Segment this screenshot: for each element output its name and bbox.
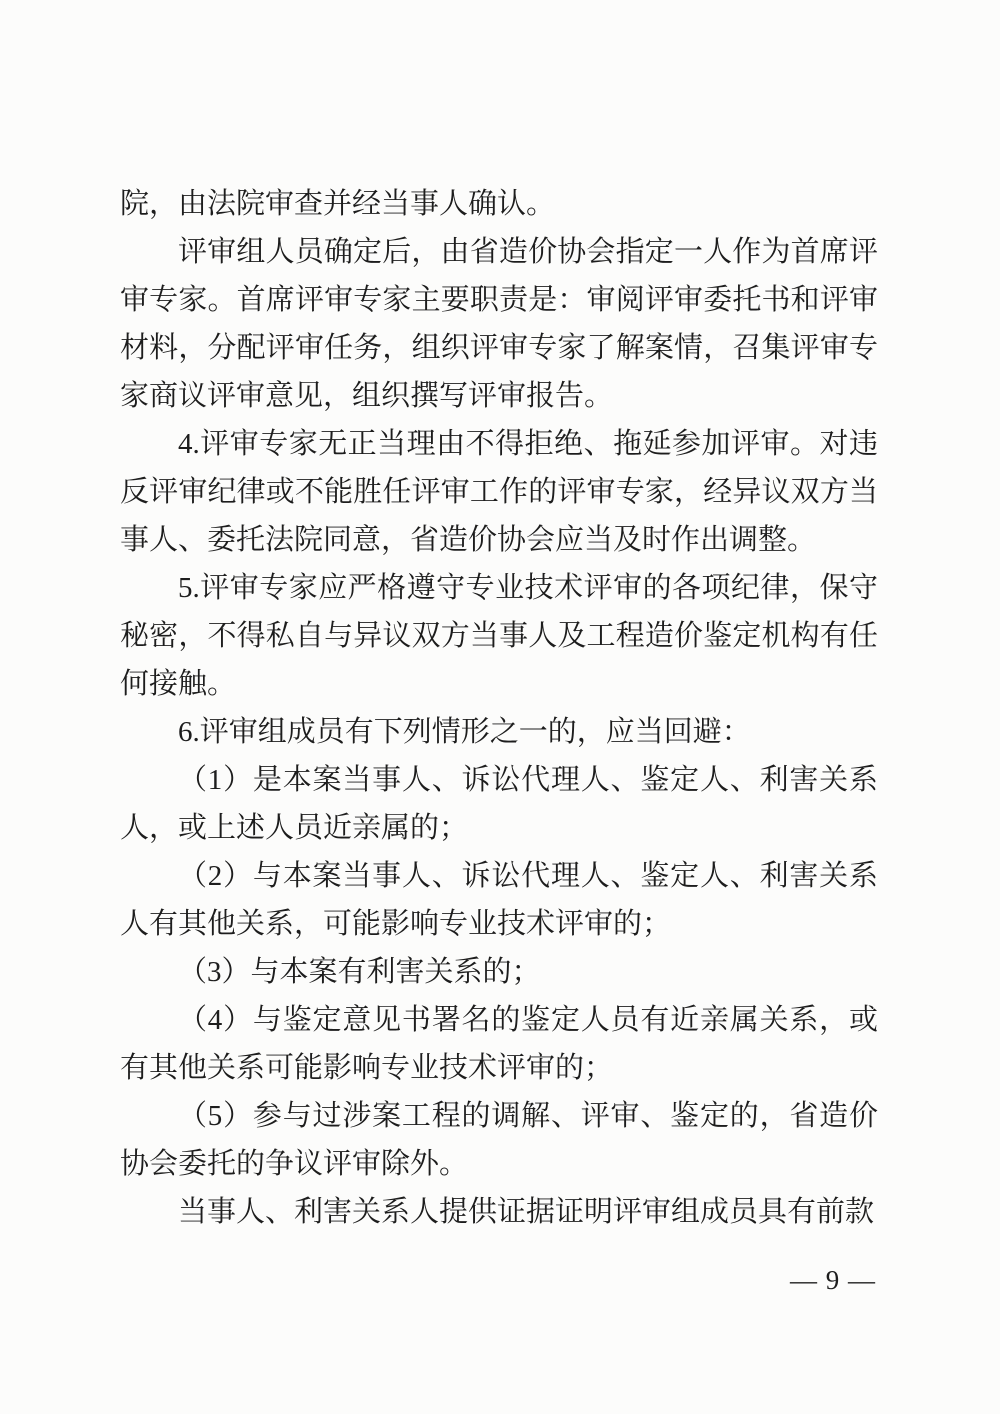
paragraph: 5.评审专家应严格遵守专业技术评审的各项纪律，保守秘密，不得私自与异议双方当事人及工程造价鉴定机构有任何接触。 [120, 572, 878, 700]
document-body-text [120, 180, 878, 1236]
list-item-paragraph: （5）参与过涉案工程的调解、评审、鉴定的，省造价协会委托的争议评审除外。 [120, 1100, 878, 1180]
paragraph: 院，由法院审查并经当事人确认。 [120, 188, 556, 220]
list-item-paragraph: （4）与鉴定意见书署名的鉴定人员有近亲属关系，或有其他关系可能影响专业技术评审的； [120, 1004, 878, 1084]
paragraph: 当事人、利害关系人提供证据证明评审组成员具有前款 [178, 1196, 875, 1228]
list-item-paragraph: （3）与本案有利害关系的； [178, 956, 541, 988]
list-item-paragraph: （1）是本案当事人、诉讼代理人、鉴定人、利害关系人，或上述人员近亲属的； [120, 764, 878, 844]
paragraph: 6.评审组成员有下列情形之一的，应当回避： [178, 716, 751, 748]
paragraph: 4.评审专家无正当理由不得拒绝、拖延参加评审。对违反评审纪律或不能胜任评审工作的评审专家，经异议双方当事人、委托法院同意，省造价协会应当及时作出调整。 [120, 428, 878, 556]
page-number: — 9 — [790, 1265, 876, 1295]
list-item-paragraph: （2）与本案当事人、诉讼代理人、鉴定人、利害关系人有其他关系，可能影响专业技术评审的； [120, 860, 878, 940]
paragraph: 评审组人员确定后，由省造价协会指定一人作为首席评审专家。首席评审专家主要职责是：审阅评审委托书和评审材料，分配评审任务，组织评审专家了解案情，召集评审专家商议评审意见，组织撰写评审报告。 [120, 236, 878, 412]
